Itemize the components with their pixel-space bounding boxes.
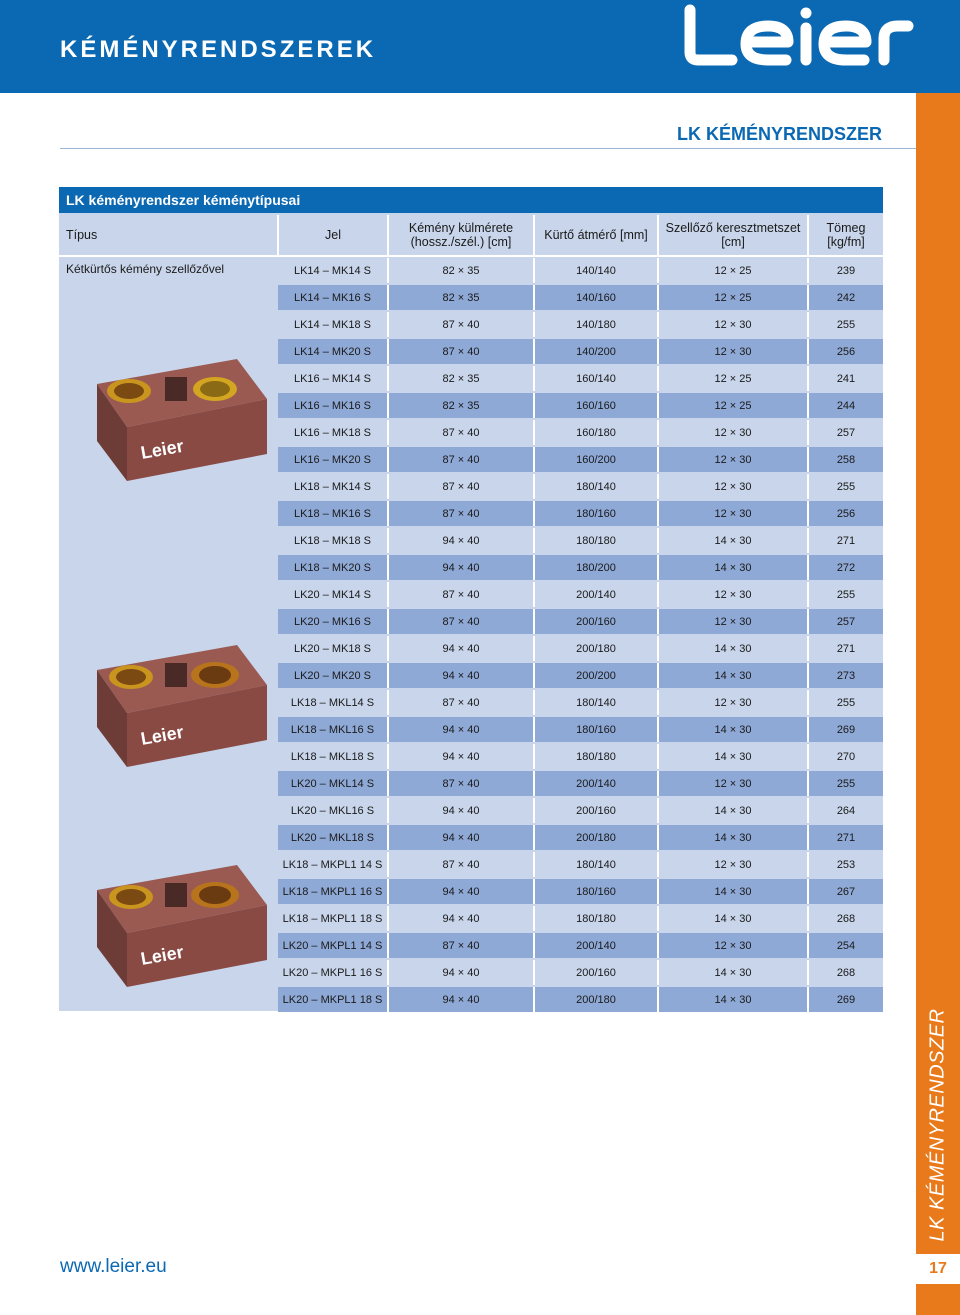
leier-logo [680,4,916,66]
table-cell: LK18 – MKL18 S [278,744,389,769]
table-cell: 12 × 30 [659,933,809,958]
table-cell: 94 × 40 [389,987,535,1012]
table-cell: 87 × 40 [389,420,535,445]
table-cell: 268 [836,912,856,925]
column-header-flue-diameter: Kürtő átmérő [mm] [535,215,659,255]
svg-text:Leier: Leier [139,721,186,749]
column-header-code: Jel [279,215,389,255]
table-cell: 254 [836,939,856,952]
table-cell: 14 × 30 [659,636,809,661]
chimney-block-photo-1 [77,349,267,484]
table-cell: LK14 – MK16 S [278,285,389,310]
section-divider [60,148,916,149]
footer-website-link[interactable]: www.leier.eu [60,1256,167,1277]
table-cell: 87 × 40 [389,852,535,877]
column-header-ventilation: Szellőző keresztmetszet [cm] [659,215,809,255]
table-cell: 82 × 35 [389,366,535,391]
table-cell: 87 × 40 [389,771,535,796]
table-cell: LK20 – MKPL1 14 S [278,933,389,958]
table-cell: 200/160 [535,960,659,985]
table-cell: LK20 – MK20 S [278,663,389,688]
table-cell: 255 [836,777,856,790]
table-cell: 14 × 30 [659,906,809,931]
table-cell: LK14 – MK14 S [278,258,389,283]
table-cell: 271 [836,642,856,655]
table-cell: 258 [836,453,856,466]
table-cell: 180/180 [535,744,659,769]
table-cell: LK20 – MKPL1 16 S [278,960,389,985]
table-cell: 87 × 40 [389,312,535,337]
table-cell: 256 [836,507,856,520]
table-cell: 160/180 [535,420,659,445]
column-header-dimensions: Kémény külmérete (hossz./szél.) [cm] [389,215,535,255]
table-row [278,717,883,742]
table-cell: 255 [836,318,856,331]
table-row [278,798,883,823]
table-cell: 12 × 25 [659,366,809,391]
table-cell: 94 × 40 [389,636,535,661]
table-cell: 273 [836,669,856,682]
table-row [278,447,883,472]
table-cell: LK20 – MKL14 S [278,771,389,796]
table-row [278,987,883,1012]
table-cell: 12 × 30 [659,501,809,526]
table-row [278,609,883,634]
table-cell: 180/160 [535,501,659,526]
table-cell: 270 [836,750,856,763]
table-cell: 200/160 [535,798,659,823]
table-cell: 253 [836,858,856,871]
table-cell: 200/140 [535,933,659,958]
table-row [278,906,883,931]
table-row [278,339,883,364]
table-row [278,582,883,607]
section-title: LK KÉMÉNYRENDSZER [676,124,882,144]
table-row [278,690,883,715]
table-cell: LK18 – MK20 S [278,555,389,580]
table-row [278,771,883,796]
table-cell: 94 × 40 [389,717,535,742]
table-cell: LK20 – MKPL1 18 S [278,987,389,1012]
chimney-block-photo-3 [77,855,267,990]
table-cell: 257 [836,426,856,439]
table-cell: LK16 – MK16 S [278,393,389,418]
table-cell: LK20 – MK16 S [278,609,389,634]
table-cell: 269 [836,723,856,736]
table-cell: 82 × 35 [389,258,535,283]
table-cell: 94 × 40 [389,528,535,553]
table-cell: 200/140 [535,582,659,607]
table-cell: 14 × 30 [659,798,809,823]
table-cell: 271 [836,831,856,844]
table-cell: 160/140 [535,366,659,391]
table-cell: 180/140 [535,852,659,877]
table-cell: LK18 – MK16 S [278,501,389,526]
table-cell: 180/180 [535,906,659,931]
table-cell: LK18 – MK18 S [278,528,389,553]
table-cell: LK16 – MK14 S [278,366,389,391]
table-row [278,825,883,850]
table-cell: 14 × 30 [659,960,809,985]
table-row [278,636,883,661]
table-row [278,663,883,688]
page-number: 17 [916,1253,960,1285]
svg-text:Leier: Leier [139,941,186,969]
table-cell: 180/160 [535,879,659,904]
table-cell: 12 × 25 [659,258,809,283]
table-cell: 87 × 40 [389,339,535,364]
table-cell: 257 [836,615,856,628]
table-cell: 12 × 30 [659,312,809,337]
table-row [278,852,883,877]
table-cell: 244 [836,399,856,412]
table-cell: 12 × 30 [659,609,809,634]
table-cell: LK18 – MKPL1 16 S [278,879,389,904]
table-cell: 200/200 [535,663,659,688]
table-row [278,933,883,958]
table-cell: 87 × 40 [389,501,535,526]
table-cell: 140/180 [535,312,659,337]
chimney-block-photo-2 [77,635,267,770]
table-cell: 87 × 40 [389,609,535,634]
table-caption: LK kéményrendszer kéménytípusai [59,187,883,213]
table-row [278,285,883,310]
table-row [278,420,883,445]
table-cell: 94 × 40 [389,879,535,904]
table-cell: LK18 – MKL14 S [278,690,389,715]
table-cell: 12 × 30 [659,852,809,877]
table-cell: 239 [836,264,856,277]
table-cell: 12 × 30 [659,771,809,796]
table-cell: 267 [836,885,856,898]
table-cell: 140/140 [535,258,659,283]
table-cell: 14 × 30 [659,528,809,553]
table-cell: 14 × 30 [659,825,809,850]
table-cell: 87 × 40 [389,582,535,607]
table-cell: LK16 – MK18 S [278,420,389,445]
column-header-type: Típus [59,215,279,255]
table-cell: 160/160 [535,393,659,418]
table-cell: 12 × 25 [659,393,809,418]
table-cell: LK20 – MKL18 S [278,825,389,850]
table-cell: 94 × 40 [389,555,535,580]
sidebar-section-label: LK KÉMÉNYRENDSZER [926,1008,949,1242]
table-cell: LK20 – MK18 S [278,636,389,661]
table-cell: LK18 – MKL16 S [278,717,389,742]
table-cell: 14 × 30 [659,717,809,742]
table-row [278,960,883,985]
table-row [278,879,883,904]
table-cell: 140/200 [535,339,659,364]
table-cell: 14 × 30 [659,987,809,1012]
table-row [278,312,883,337]
table-cell: 12 × 30 [659,447,809,472]
table-cell: 12 × 30 [659,690,809,715]
table-cell: 14 × 30 [659,663,809,688]
table-cell: 94 × 40 [389,906,535,931]
table-cell: 94 × 40 [389,798,535,823]
table-cell: 180/140 [535,474,659,499]
table-row [278,474,883,499]
table-cell: 82 × 35 [389,393,535,418]
table-cell: LK14 – MK20 S [278,339,389,364]
table-cell: 12 × 30 [659,339,809,364]
table-cell: 14 × 30 [659,555,809,580]
table-cell: 12 × 30 [659,582,809,607]
table-cell: 82 × 35 [389,285,535,310]
table-cell: 87 × 40 [389,933,535,958]
table-cell: 200/160 [535,609,659,634]
table-cell: LK18 – MKPL1 18 S [278,906,389,931]
header-band [0,0,960,93]
table-cell: 140/160 [535,285,659,310]
table-cell: 200/140 [535,771,659,796]
table-cell: 94 × 40 [389,744,535,769]
table-cell: 14 × 30 [659,744,809,769]
table-row [278,744,883,769]
table-cell: 255 [836,588,856,601]
table-cell: 87 × 40 [389,690,535,715]
table-cell: 272 [836,561,856,574]
table-cell: 271 [836,534,856,547]
table-cell: 268 [836,966,856,979]
table-cell: LK18 – MK14 S [278,474,389,499]
table-cell: 241 [836,372,856,385]
table-cell: 256 [836,345,856,358]
table-cell: 87 × 40 [389,447,535,472]
table-cell: 180/200 [535,555,659,580]
type-label: Kétkürtős kémény szellőzővel [66,262,225,276]
table-cell: 242 [836,291,856,304]
table-row [278,258,883,283]
table-row [278,528,883,553]
table-cell: 200/180 [535,987,659,1012]
table-cell: 160/200 [535,447,659,472]
table-cell: 180/140 [535,690,659,715]
column-header-weight: Tömeg [kg/fm] [826,221,866,249]
table-cell: 200/180 [535,825,659,850]
table-cell: 200/180 [535,636,659,661]
chimney-types-table [59,187,883,1011]
table-row [278,501,883,526]
table-row [278,366,883,391]
table-cell: 87 × 40 [389,474,535,499]
table-cell: LK18 – MKPL1 14 S [278,852,389,877]
table-cell: 12 × 25 [659,285,809,310]
table-cell: 264 [836,804,856,817]
table-cell: 94 × 40 [389,960,535,985]
table-cell: 14 × 30 [659,879,809,904]
table-cell: 94 × 40 [389,825,535,850]
table-cell: 12 × 30 [659,474,809,499]
table-row [278,555,883,580]
table-cell: 255 [836,696,856,709]
table-cell: 255 [836,480,856,493]
page-header-title: KÉMÉNYRENDSZEREK [60,36,377,63]
table-cell: 12 × 30 [659,420,809,445]
table-cell: LK20 – MKL16 S [278,798,389,823]
table-cell: LK20 – MK14 S [278,582,389,607]
table-row [278,393,883,418]
table-cell: 180/180 [535,528,659,553]
table-cell: 180/160 [535,717,659,742]
table-cell: LK16 – MK20 S [278,447,389,472]
table-cell: 269 [836,993,856,1006]
table-cell: 94 × 40 [389,663,535,688]
svg-text:Leier: Leier [139,435,186,463]
table-cell: LK14 – MK18 S [278,312,389,337]
